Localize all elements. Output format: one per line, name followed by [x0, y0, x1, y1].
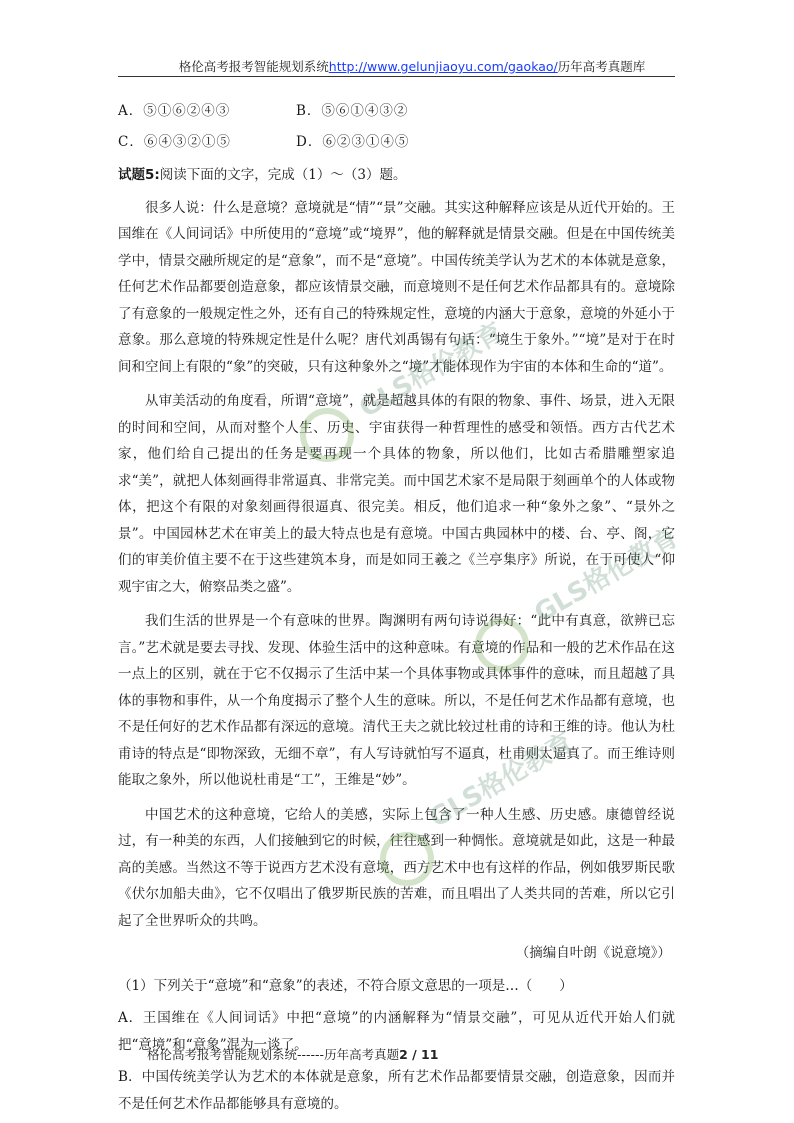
options-row-2: [118, 129, 675, 156]
header-link[interactable]: http://www.gelunjiaoyu.com/gaokao/: [328, 59, 558, 74]
options-row-1: [118, 98, 675, 125]
question-1-choice-b: B．中国传统美学认为艺术的本体就是意象，所有艺术作品都要情景交融，创造意象，因而并不是任何艺术作品都能够具有意境的。: [118, 1069, 675, 1112]
header-prefix: 格伦高考报考智能规划系统: [178, 59, 329, 74]
question-1-choice-a: A．王国维在《人间词话》中把“意境”的内涵解释为“情景交融”，可见从近代开始人们就把“意境”和“意象”混为一谈了。: [118, 1010, 675, 1053]
page-content: [118, 98, 675, 1117]
option-c: C．⑥④③②①⑤: [118, 134, 231, 150]
page-header: [147, 57, 677, 75]
watermark-text: GLS格伦教育: [354, 317, 509, 424]
footer-text: 格伦高考报考智能规划系统------历年高考真题: [147, 1047, 400, 1062]
page-number: 2 / 11: [399, 1047, 439, 1062]
passage-paragraph-3: 我们生活的世界是一个有意味的世界。陶渊明有两句诗说得好：“此中有真意，欲辨已忘言。”艺术就是要去寻找、发现、体验生活中的这种意味。有意境的作品和一般的艺术作品在这一点上的区别，就在于它不仅揭示了生活中某一个具体事物或具体事件的意味，而且超越了具体的事物和事件，从一个角度揭示了整个人生的意味。所以，不是任何艺术作品都有意境，也不是任何好的艺术作品都有深远的意境。清代王夫之就比较过杜甫的诗和王维的诗。他认为杜甫诗的特点是“即物深致，无细不章”，有人写诗就怕写不逼真，杜甫则太逼真了。而王维诗则能取之象外，所以他说杜甫是“工”，王维是“妙”。: [118, 613, 675, 788]
question-5-label: 试题5:: [118, 167, 160, 183]
passage-paragraph-1: 很多人说：什么是意境？意境就是“情”“景”交融。其实这种解释应该是从近代开始的。王国维在《人间词话》中所使用的“意境”或“境界”，他的解释就是情景交融。但是在中国传统美学中，情景交融所规定的是“意象”，而不是“意境”。中国传统美学认为艺术的本体就是意象，任何艺术作品都要创造意象，都应该情景交融，而意境则不是任何艺术作品都具有的。意境除了有意象的一般规定性之外，还有自己的特殊规定性，意境的内涵大于意象，意境的外延小于意象。那么意境的特殊规定性是什么呢？唐代刘禹锡有句话：“境生于象外。”“境”是对于在时间和空间上有限的“象”的突破，只有这种象外之“境”才能体现作为宇宙的本体和生命的“道”。: [118, 199, 675, 375]
header-suffix: 历年高考真题库: [557, 59, 646, 74]
option-d: D．⑥②③①④⑤: [296, 134, 410, 150]
passage-paragraph-2: 从审美活动的角度看，所谓“意境”，就是超越具体的有限的物象、事件、场景，进入无限的时间和空间，从而对整个人生、历史、宇宙获得一种哲理性的感受和领悟。西方古代艺术家，他们给自己提出的任务是要再现一个具体的物象，所以他们，比如古希腊雕塑家追求“美”，就把人体刻画得非常逼真、非常完美。而中国艺术家不是局限于刻画单个的人体或物体，把这个有限的对象刻画得很逼真、很完美。相反，他们追求一种“象外之象”、“景外之景”。中国园林艺术在审美上的最大特点也是有意境。中国古典园林中的楼、台、亭、阁，它们的审美价值主要不在于这些建筑本身，而是如同王羲之《兰亭集序》所说，在于可使人“仰观宇宙之大，俯察品类之盛”。: [118, 393, 675, 595]
question-5-heading: [118, 162, 675, 189]
header-divider: [118, 76, 675, 77]
passage-source: （摘编自叶朗《说意境》）: [515, 945, 671, 961]
watermark-text: GLS格伦教育: [424, 727, 579, 834]
option-a: A．⑤①⑥②④③: [118, 103, 231, 119]
option-b: B．⑤⑥①④③②: [296, 103, 409, 119]
passage-paragraph-4: 中国艺术的这种意境，它给人的美感，实际上包含了一种人生感、历史感。康德曾经说过，有一种美的东西，人们接触到它的时候，往往感到一种惆怅。意境就是如此，这是一种最高的美感。当然这不等于说西方艺术没有意境，西方艺术中也有这样的作品，例如俄罗斯民歌《伏尔加船夫曲》，它不仅唱出了俄罗斯民族的苦难，而且唱出了人类共同的苦难，所以它引起了全世界听众的共鸣。: [118, 806, 675, 929]
watermark-text: GLS格伦教育: [529, 522, 684, 629]
question-5-instruction: 阅读下面的文字，完成（1）～（3）题。: [159, 167, 407, 183]
question-1-stem: （1）下列关于“意境”和“意象”的表述，不符合原文意思的一项是…（ ）: [118, 977, 573, 994]
page-footer: [147, 1045, 438, 1063]
